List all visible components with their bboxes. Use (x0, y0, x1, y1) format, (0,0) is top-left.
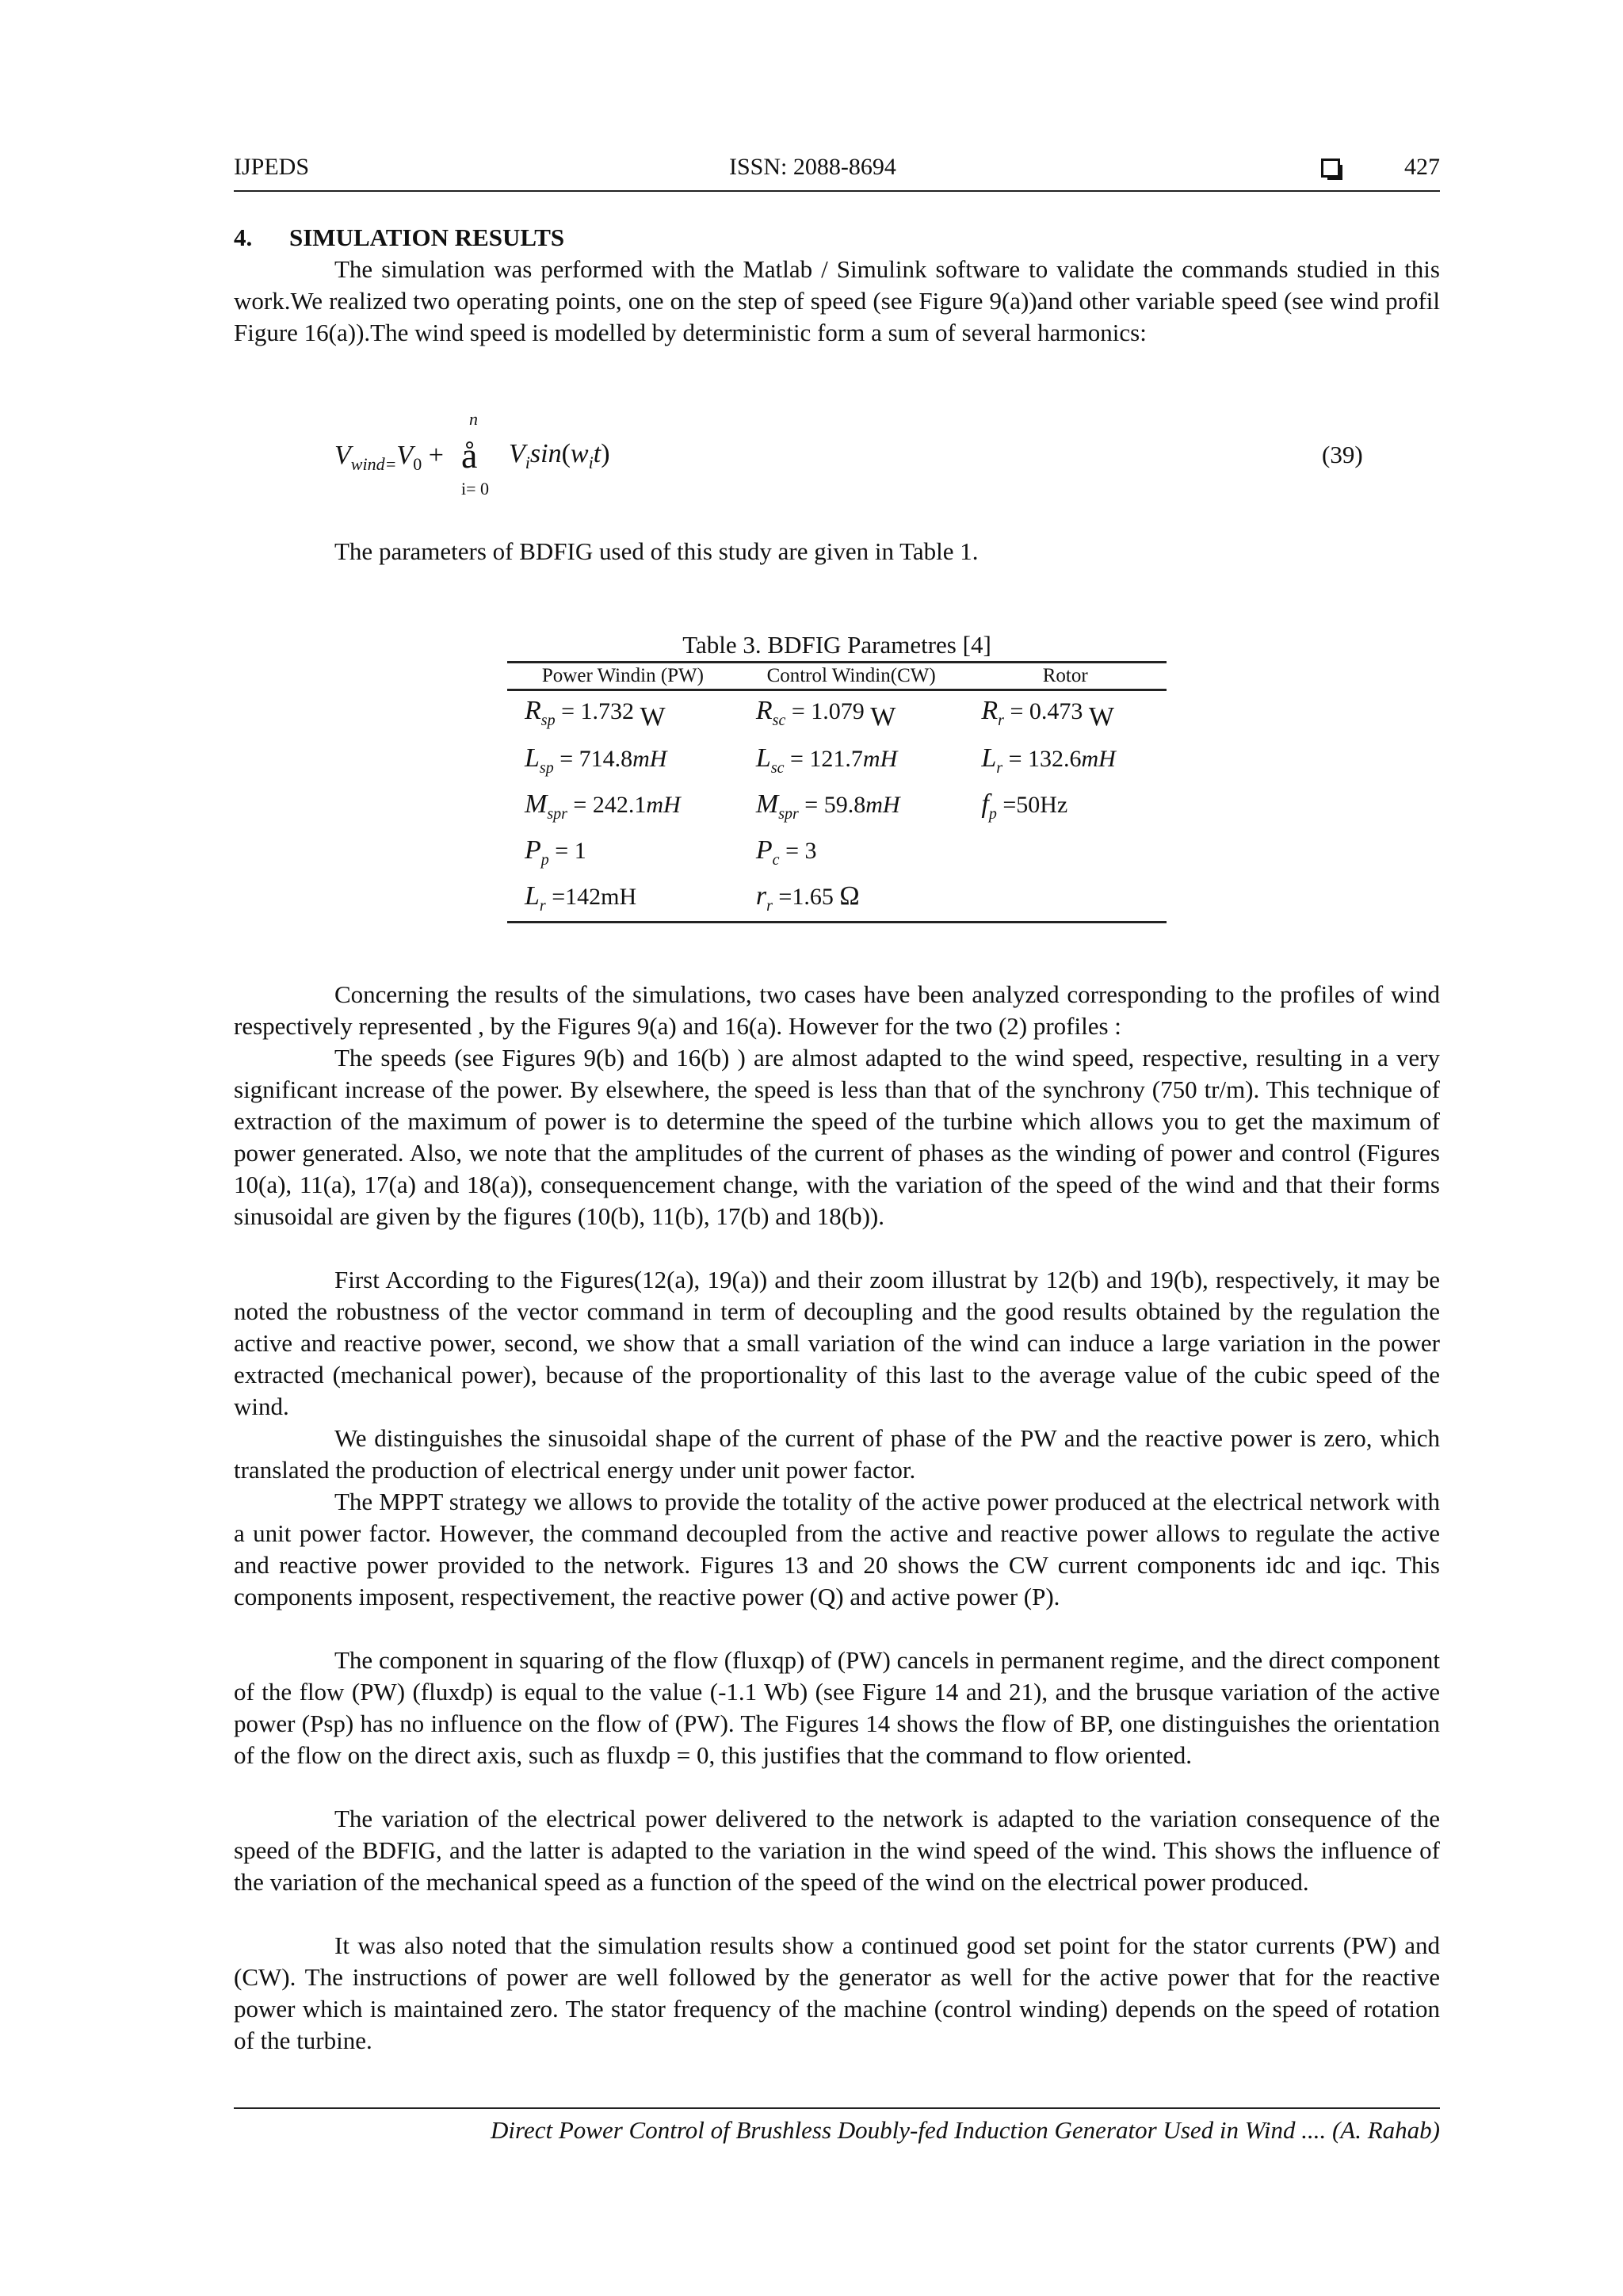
table-header-pw: Power Windin (PW) (507, 663, 739, 690)
equation-number: (39) (1322, 441, 1363, 468)
param-value: = 3 (779, 837, 817, 864)
param-symbol: r (755, 881, 767, 911)
table-cell (739, 875, 964, 923)
equation-rhs: $V_i\sin(w_it)$ (509, 439, 610, 472)
table-header-cw: Control Windin(CW) (739, 663, 964, 690)
param-value: = 132.6 (1002, 745, 1082, 772)
param-symbol: P (755, 835, 773, 865)
table-cell (507, 783, 739, 829)
body-paragraph-6: The component in squaring of the flow (fluxqp) of (PW) cancels in permanent regime, and the direct component of the flow (PW) (fluxdp) is equal to the value (-1.1 Wb) (see Figure 14 and 21), and the brusque variation of the active power (Psp) has no influence on the flow of (PW). The Figures 14 shows the flow of BP, one distinguishes the orientation of the flow on the direct axis, such as fluxdp = 0, this justifies that the command to flow oriented. (234, 1646, 1440, 1769)
param-subscript: p (540, 850, 549, 869)
table-cell (964, 737, 1167, 783)
journal-name: IJPEDS (234, 154, 310, 180)
param-value: = 714.8 (553, 745, 633, 772)
param-unit: mH (862, 745, 898, 772)
param-value: =142mH (545, 883, 637, 910)
param-unit: W (870, 702, 896, 732)
table-cell (964, 783, 1167, 829)
section-number: 4. (234, 223, 253, 251)
param-value: = 1.732 (555, 698, 640, 724)
table-caption: Table 3. BDFIG Parametres [4] (682, 631, 991, 659)
param-subscript: r (998, 712, 1004, 729)
param-value: =50Hz (996, 791, 1068, 818)
param-unit: mH (1081, 745, 1116, 772)
param-value: = 242.1 (567, 791, 647, 818)
running-header (234, 154, 1440, 192)
param-subscript: r (766, 896, 773, 915)
body-paragraph-7: The variation of the electrical power delivered to the network is adapted to the variation consequence of the speed of the BDFIG, and the latter is adapted to the variation in the wind speed of the wind. This shows the influence of the variation of the mechanical speed as a function of the speed of the wind on the electrical power produced. (234, 1805, 1440, 1896)
table-row (507, 875, 1167, 923)
body-paragraph-3: First According to the Figures(12(a), 19(a)) and their zoom illustrat by 12(b) and 19(b), respectively, it may be noted the robustness of the vector command in term of decoupling and the good results obtained by the regulation the active and reactive power, second, we show that a small variation of the wind can induce a large variation in the power extracted (mechanical power), because of the proportionality of this last to the average value of the cubic speed of the wind. (234, 1266, 1440, 1420)
param-value: = 1 (548, 837, 586, 864)
param-unit: mH (865, 791, 900, 818)
table-cell (507, 875, 739, 923)
table-cell (507, 737, 739, 783)
param-subscript: sc (772, 712, 786, 729)
body-paragraph-8: It was also noted that the simulation results show a continued good set point for the stator currents (PW) and (CW). The instructions of power are well followed by the generator as well for the active power that for the reactive power which is maintained zero. The stator frequency of the machine (control winding) depends on the speed of rotation of the turbine. (234, 1931, 1440, 2054)
param-subscript: spr (778, 804, 799, 823)
param-value: = 121.7 (784, 745, 863, 772)
body-paragraph-2: The speeds (see Figures 9(b) and 16(b) ) are almost adapted to the wind speed, respective, resulting in a very significant increase of the power. By elsewhere, the speed is less than that of the synchrony (750 tr/m). This technique of extraction of the maximum of power is to determine the speed of the turbine which allows you to get the maximum of power generated. Also, we note that the amplitudes of the current of phases as the winding of power and control (Figures 10(a), 11(a), 17(a) and 18(a)), consequencement change, with the variation of the speed of the wind and that their forms sinusoidal are given by the figures (10(b), 11(b), 17(b) and 18(b)). (234, 1044, 1440, 1230)
param-unit: W (640, 702, 666, 732)
equation-wind-speed (334, 409, 1365, 507)
table-cell (964, 690, 1167, 738)
param-unit: Ω (839, 881, 860, 911)
sum-upper-limit: n (469, 409, 478, 429)
param-symbol: L (981, 743, 997, 773)
sum-symbol: å (461, 435, 478, 476)
param-symbol: L (525, 743, 540, 773)
body-paragraph-4: We distinguishes the sinusoidal shape of the current of phase of the PW and the reactive power is zero, which translated the production of electrical energy under unit power factor. (234, 1424, 1440, 1484)
param-symbol: P (525, 835, 541, 865)
table-cell (964, 875, 1167, 923)
equation-lhs: $V_{wind=}V_0$ + (334, 441, 444, 474)
param-subscript: spr (547, 804, 567, 823)
param-subscript: sp (540, 712, 556, 729)
checkbox-square-icon (1321, 159, 1340, 178)
param-unit: W (1088, 702, 1114, 732)
param-subscript: r (539, 896, 546, 915)
table-header-rotor: Rotor (964, 663, 1167, 690)
intro-paragraph: The simulation was performed with the Matlab / Simulink software to validate the commands studied in this work.We realized two operating points, one on the step of speed (see Figure 9(a))and other variable speed (see wind profil Figure 16(a)).The wind speed is modelled by deterministic form a sum of several harmonics: (234, 255, 1440, 346)
table-cell (739, 783, 964, 829)
param-subscript: p (988, 804, 997, 823)
param-symbol: L (755, 743, 771, 773)
table-row (507, 690, 1167, 738)
table-row (507, 829, 1167, 875)
table-cell (507, 690, 739, 738)
param-unit: mH (646, 791, 681, 818)
param-symbol: M (755, 789, 779, 819)
table-cell (739, 690, 964, 738)
param-symbol: R (981, 696, 999, 725)
table-row (507, 737, 1167, 783)
param-subscript: sc (770, 758, 785, 777)
section-title: SIMULATION RESULTS (289, 223, 565, 251)
param-symbol: f (981, 789, 989, 819)
param-subscript: r (996, 758, 1003, 777)
param-subscript: sp (539, 758, 554, 777)
param-symbol: L (525, 881, 540, 911)
footer-rule (234, 2107, 1440, 2109)
table-row (507, 783, 1167, 829)
param-value: = 0.473 (1003, 698, 1089, 724)
sum-lower-limit: i= 0 (461, 479, 490, 499)
param-unit: mH (632, 745, 667, 772)
table-cell (739, 829, 964, 875)
footer-citation: Direct Power Control of Brushless Doubly-fed Induction Generator Used in Wind .... (A. Rahab) (491, 2116, 1440, 2144)
table-cell (739, 737, 964, 783)
param-sentence: The parameters of BDFIG used of this study are given in Table 1. (334, 537, 979, 565)
table-cell (964, 829, 1167, 875)
param-symbol: R (755, 696, 773, 725)
parameters-table (507, 661, 1167, 923)
section-heading (234, 223, 564, 252)
param-subscript: c (772, 850, 780, 869)
param-value: = 1.079 (785, 698, 871, 724)
param-symbol: M (525, 789, 548, 819)
issn: ISSN: 2088-8694 (729, 154, 896, 180)
table-cell (507, 829, 739, 875)
page-number: 427 (1404, 154, 1440, 180)
body-paragraph-5: The MPPT strategy we allows to provide the totality of the active power produced at the electrical network with a unit power factor. However, the command decoupled from the active and reactive power allows to regulate the active and reactive power provided to the network. Figures 13 and 20 shows the CW current components idc and iqc. This components imposent, respectivement, the reactive power (Q) and active power (P). (234, 1488, 1440, 1610)
param-value: =1.65 (772, 883, 840, 910)
param-value: = 59.8 (798, 791, 866, 818)
body-paragraph-1: Concerning the results of the simulations, two cases have been analyzed corresponding to the profiles of wind respectively represented , by the Figures 9(a) and 16(a). However for the two (2) profiles : (234, 980, 1440, 1040)
param-symbol: R (525, 696, 541, 725)
